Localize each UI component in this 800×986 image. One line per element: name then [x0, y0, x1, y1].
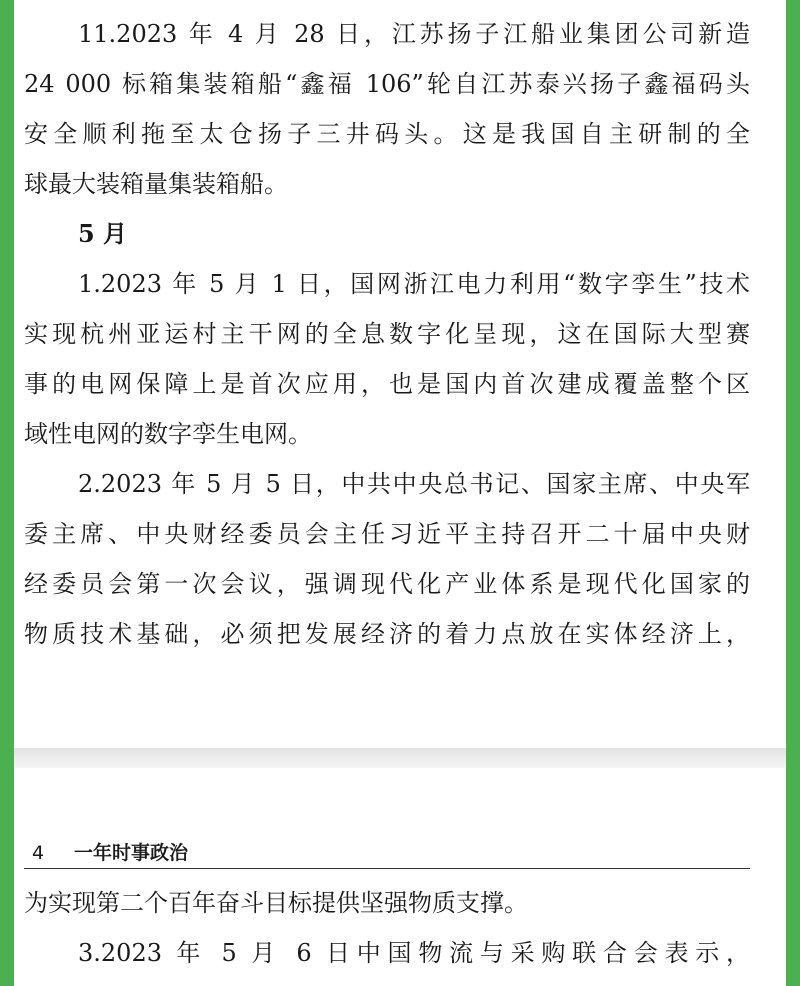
paragraph-line: 2.2023 年 5 月 5 日，中共中央总书记、国家主席、中央军 [78, 470, 750, 498]
paragraph-line: 事的电网保障上是首次应用，也是国内首次建成覆盖整个区 [24, 370, 750, 398]
paragraph-line: 实现杭州亚运村主干网的全息数字化呈现，这在国际大型赛 [24, 320, 750, 348]
upper-page-text [24, 9, 750, 659]
page-separator [14, 748, 786, 768]
paragraph-line: 11.2023 年 4 月 28 日，江苏扬子江船业集团公司新造 [78, 20, 750, 48]
paragraph-line: 为实现第二个百年奋斗目标提供坚强物质支撑。 [24, 889, 528, 917]
paragraph-line: 安全顺利拖至太仓扬子三井码头。这是我国自主研制的全 [24, 120, 750, 148]
running-header [24, 838, 750, 869]
paragraph-line: 24 000 标箱集装箱船“鑫福 106”轮自江苏泰兴扬子鑫福码头 [24, 70, 750, 98]
running-title: 一年时事政治 [74, 842, 189, 864]
paragraph-line: 3.2023 年 5 月 6 日中国物流与采购联合会表示， [78, 939, 750, 967]
paragraph-line: 域性电网的数字孪生电网。 [24, 420, 312, 448]
page-number: 4 [32, 842, 45, 864]
paragraph-line: 球最大装箱量集装箱船。 [24, 170, 288, 198]
paragraph-line: 物质技术基础，必须把发展经济的着力点放在实体经济上， [24, 620, 750, 648]
lower-page-text [24, 878, 750, 978]
paragraph-line: 1.2023 年 5 月 1 日，国网浙江电力利用“数字孪生”技术 [78, 270, 750, 298]
month-heading: 5 月 [78, 219, 128, 248]
paragraph-line: 经委员会第一次会议，强调现代化产业体系是现代化国家的 [24, 570, 750, 598]
paragraph-line: 委主席、中央财经委员会主任习近平主持召开二十届中央财 [24, 520, 750, 548]
